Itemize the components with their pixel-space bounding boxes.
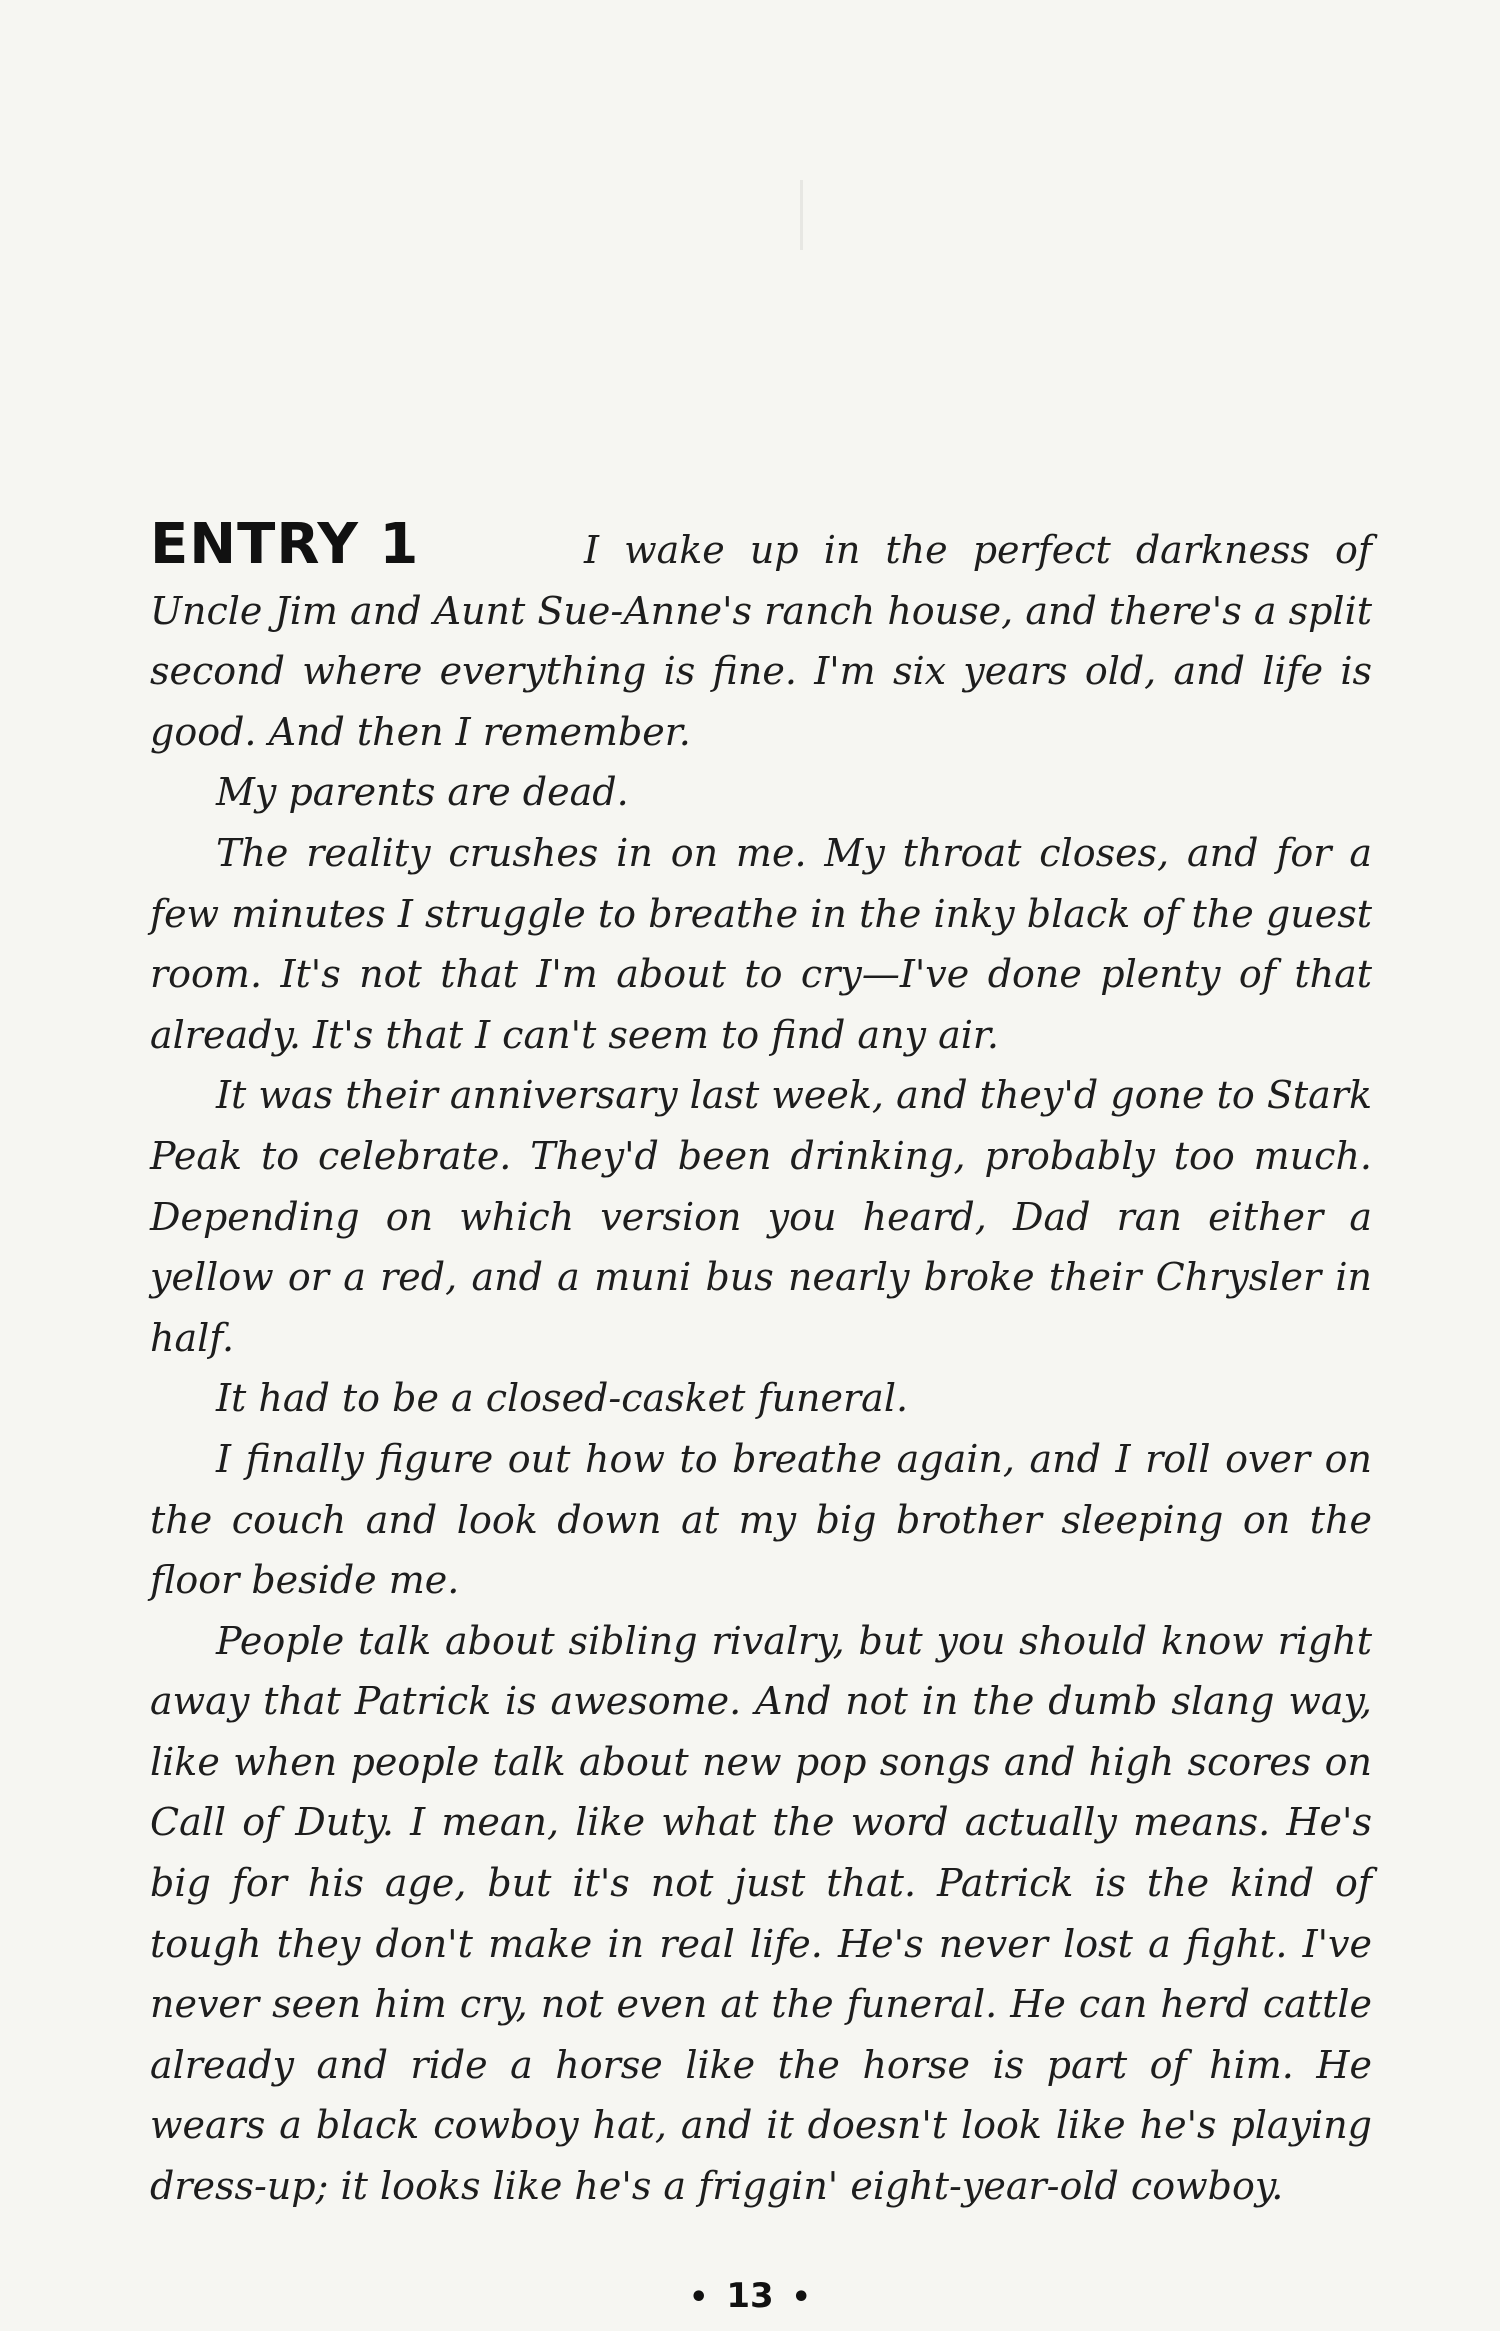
- page-number: 13: [726, 2276, 774, 2316]
- paragraph-4: It was their anniversary last week, and they'd gone to Stark Peak to celebrate. They'd been drinking, probably too much. Depending on which version you heard, Dad ran either a yellow or a red, and a muni bus nearly broke their Chrysler in half.: [150, 1073, 1372, 1360]
- paragraph-5: It had to be a closed-casket funeral.: [216, 1376, 909, 1421]
- folio-bullet-right: •: [791, 2280, 811, 2315]
- paragraph-1-text: I wake up in the perfect darkness of Uncle Jim and Aunt Sue-Anne's ranch house, and there's a split second where everything is fine. I'm six years old, and life is good. And then I remember.: [150, 528, 1372, 754]
- page-folio: [0, 2276, 1500, 2316]
- entry-heading: ENTRY 1: [150, 512, 420, 577]
- paragraph-6: I finally figure out how to breathe again, and I roll over on the couch and look down at my big brother sleeping on the floor beside me.: [150, 1436, 1372, 1603]
- body-text: [150, 512, 1372, 2217]
- paragraph-1: [150, 512, 1372, 762]
- paragraph-2: My parents are dead.: [216, 770, 629, 815]
- folio-bullet-left: •: [689, 2280, 709, 2315]
- paragraph-3: The reality crushes in on me. My throat closes, and for a few minutes I struggle to breathe in the inky black of the guest room. It's not that I'm about to cry—I've done plenty of that already. It's that I can't seem to find any air.: [150, 830, 1372, 1057]
- paragraph-7: People talk about sibling rivalry, but you should know right away that Patrick is awesome. And not in the dumb slang way, like when people talk about new pop songs and high scores on Call of Duty. I mean, like what the word actually means. He's big for his age, but it's not just that. Patrick is the kind of tough they don't make in real life. He's never lost a fight. I've never seen him cry, not even at the funeral. He can herd cattle already and ride a horse like the horse is part of him. He wears a black cowboy hat, and it doesn't look like he's playing dress-up; it looks like he's a friggin' eight-year-old cowboy.: [150, 1618, 1372, 2209]
- scan-smudge: [800, 180, 803, 250]
